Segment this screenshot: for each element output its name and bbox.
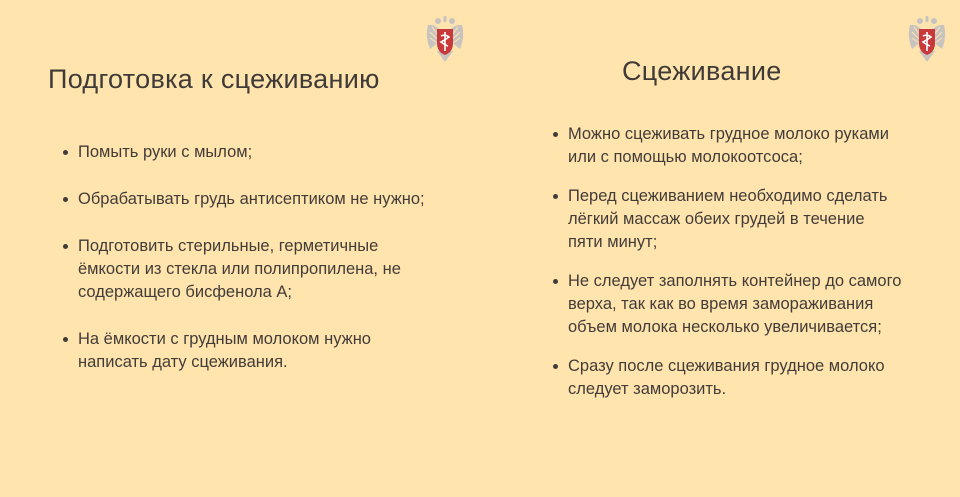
bullet-dot	[553, 194, 558, 199]
right-slide	[480, 0, 960, 497]
list-item	[62, 235, 432, 304]
bullet-dot	[63, 244, 68, 249]
list-item	[552, 123, 902, 169]
bullet-dot	[553, 364, 558, 369]
bullet-dot	[63, 337, 68, 342]
bullet-dot	[553, 132, 558, 137]
left-slide-title: Подготовка к сцеживанию	[48, 64, 380, 94]
right-slide-title: Сцеживание	[622, 56, 782, 86]
list-item-text: Сразу после сцеживания грудное молоко следует заморозить.	[568, 357, 885, 398]
list-item-text: Не следует заполнять контейнер до самого верха, так как во время замораживания объем молока несколько увеличивается;	[568, 272, 902, 336]
list-item	[552, 270, 902, 339]
list-item	[552, 355, 902, 401]
bullet-dot	[553, 279, 558, 284]
list-item	[62, 141, 432, 164]
list-item	[552, 185, 902, 254]
list-item	[62, 328, 432, 374]
ministry-of-health-emblem-icon	[906, 15, 948, 65]
list-item-text: Перед сцеживанием необходимо сделать лёгкий массаж обеих грудей в течение пяти минут;	[568, 187, 888, 251]
bullet-dot	[63, 197, 68, 202]
left-bullet-list	[62, 141, 432, 398]
right-bullet-list	[552, 123, 902, 417]
bullet-dot	[63, 150, 68, 155]
ministry-of-health-emblem-icon	[424, 15, 466, 65]
list-item-text: Подготовить стерильные, герметичные ёмкости из стекла или полипропилена, не содержащего бисфенола А;	[78, 237, 401, 301]
list-item-text: Можно сцеживать грудное молоко руками или с помощью молокоотсоса;	[568, 125, 889, 166]
list-item-text: Обрабатывать грудь антисептиком не нужно;	[78, 190, 425, 208]
list-item-text: На ёмкости с грудным молоком нужно написать дату сцеживания.	[78, 330, 371, 371]
list-item-text: Помыть руки с мылом;	[78, 143, 253, 161]
list-item	[62, 188, 432, 211]
